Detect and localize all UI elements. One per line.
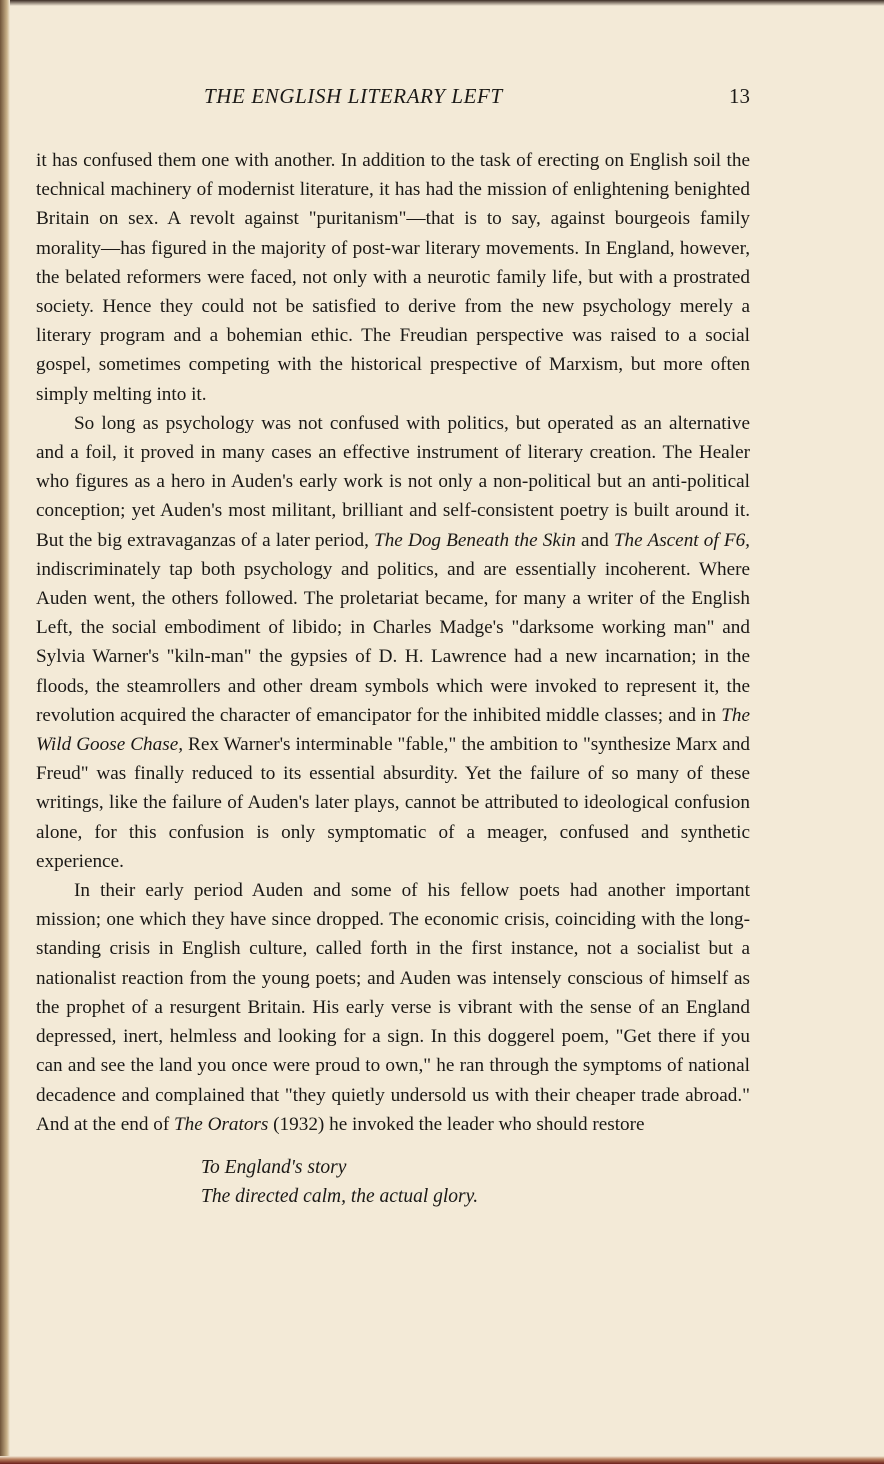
- body-text: [36, 146, 750, 1211]
- page-bottom-edge: [0, 1456, 884, 1464]
- paragraph: [36, 409, 750, 876]
- paragraph: [36, 146, 750, 409]
- text-run: and: [575, 529, 614, 551]
- text-run: In their early period Auden and some of his fellow poets had another important mission; one which they have since dropped. The economic crisis, coinciding with the long-standing crisis in English culture, called forth in the first instance, not a socialist but a nationalist reaction from the young poets; and Auden was intensely conscious of himself as the prophet of a resurgent Britain. His early verse is vibrant with the sense of an England depressed, inert, helmless and looking for a sign. In this doggerel poem, "Get there if you can and see the land you once were proud to own," he ran through the symptoms of national decadence and complained that "they quietly undersold us with their cheaper trade abroad." And at the end of: [36, 880, 750, 1135]
- page-binding-edge: [0, 0, 10, 1464]
- running-header: [36, 84, 750, 116]
- verse-line: The directed calm, the actual glory.: [201, 1185, 479, 1207]
- verse-line: To England's story: [201, 1156, 347, 1178]
- page-top-edge: [0, 0, 884, 6]
- italic-title: The Dog Beneath the Skin: [374, 529, 576, 551]
- italic-title: The Ascent of F6,: [613, 529, 750, 551]
- text-run: it has confused them one with another. In addition to the task of erecting on English soil the technical machinery of modernist literature, it has had the mission of enlightening benighted Britain on sex. A revolt against "puritanism"—that is to say, against bourgeois family morality—has figured in the majority of post-war literary movements. In England, however, the belated reformers were faced, not only with a neurotic family life, but with a prostrated society. Hence they could not be satisfied to derive from the new psychology merely a literary program and a bohemian ethic. The Freudian perspective was raised to a social gospel, sometimes competing with the historical prespective of Marxism, but more often simply melting into it.: [36, 150, 750, 405]
- text-run: Rex Warner's interminable "fable," the ambition to "synthesize Marx and Freud" was finally reduced to its essential absurdity. Yet the failure of so many of these writings, like the failure of Auden's later plays, cannot be attributed to ideological confusion alone, for this confusion is only symptomatic of a meager, confused and synthetic experience.: [36, 734, 751, 872]
- italic-title: The Orators: [174, 1113, 269, 1135]
- page-number: 13: [729, 84, 750, 108]
- text-run: So long as psychology was not confused with politics, but operated as an alternative and a foil, it proved in many cases an effective instrument of literary creation. The Healer who figures as a hero in Auden's early work is not only a non-political but an anti-political conception; yet Auden's most militant, brilliant and self-consistent poetry is built around it. But the big extravaganzas of a later period,: [36, 412, 750, 551]
- running-title: THE ENGLISH LITERARY LEFT: [204, 84, 503, 108]
- italic-title: The Wild Goose Chase,: [36, 704, 750, 756]
- text-run: indiscriminately tap both psychology and politics, and are essentially incoherent. Where Auden went, the others followed. The proletariat became, for many a writer of the English Left, the social embodiment of libido; in Charles Madge's "darksome working man" and Sylvia Warner's "kiln-man" the gypsies of D. H. Lawrence had a new incarnation; in the floods, the steamrollers and other dream symbols which were invoked to represent it, the revolution acquired the character of emancipator for the inhibited middle classes; and in: [36, 558, 750, 726]
- text-run: (1932) he invoked the leader who should restore: [268, 1113, 645, 1135]
- verse-quotation: [201, 1153, 750, 1211]
- paragraph: [36, 876, 750, 1139]
